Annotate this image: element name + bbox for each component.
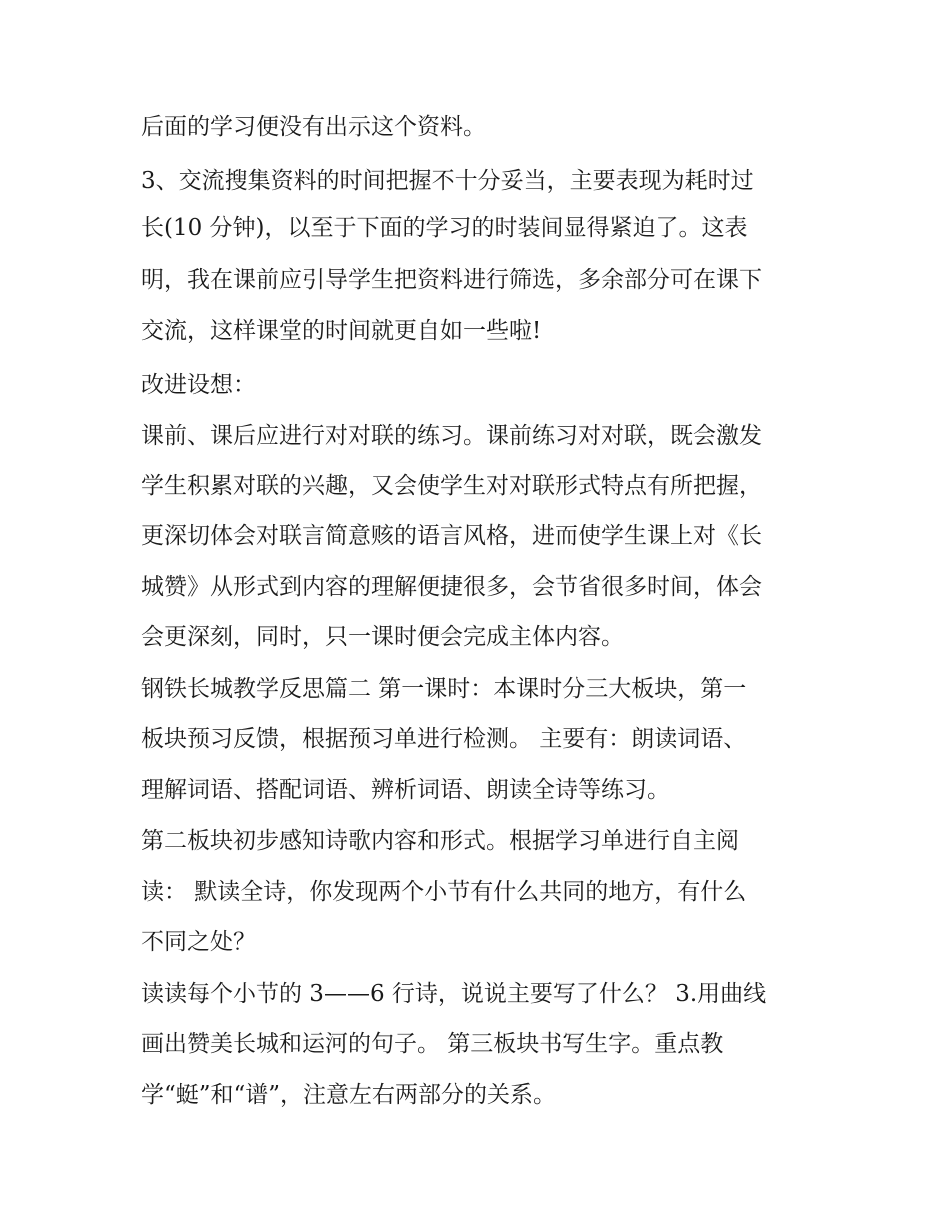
text-line-10: 城赞》从形式到内容的理解便捷很多，会节省很多时间，体会 xyxy=(141,574,762,600)
text-line-1: 后面的学习便没有出示这个资料。 xyxy=(141,114,486,140)
text-line-3: 长(10 分钟)，以至于下面的学习的时装间显得紧迫了。这表 xyxy=(141,215,748,241)
text-line-16: 读： 默读全诗，你发现两个小节有什么共同的地方，有什么 xyxy=(141,879,747,905)
text-line-5: 交流，这样课堂的时间就更自如一些啦! xyxy=(141,318,542,344)
text-line-18: 读读每个小节的 3——6 行诗，说说主要写了什么？ 3.用曲线 xyxy=(141,981,767,1007)
text-line-19: 画出赞美长城和运河的句子。 第三板块书写生字。重点教 xyxy=(141,1031,724,1057)
text-line-13: 板块预习反馈，根据预习单进行检测。 主要有：朗读词语、 xyxy=(141,726,747,752)
text-line-8: 学生积累对联的兴趣，又会使学生对对联形式特点有所把握， xyxy=(141,473,762,499)
text-line-4: 明，我在课前应引导学生把资料进行筛选，多余部分可在课下 xyxy=(141,267,762,293)
text-line-20: 学“蜓”和“谱”，注意左右两部分的关系。 xyxy=(141,1082,557,1108)
text-line-15: 第二板块初步感知诗歌内容和形式。根据学习单进行自主阅 xyxy=(141,828,739,854)
text-line-12: 钢铁长城教学反思篇二 第一课时：本课时分三大板块，第一 xyxy=(141,676,747,702)
text-line-6: 改进设想： xyxy=(141,372,256,398)
text-line-17: 不同之处？ xyxy=(141,929,256,955)
text-line-9: 更深切体会对联言简意赅的语言风格，进而使学生课上对《长 xyxy=(141,523,762,549)
text-line-7: 课前、课后应进行对对联的练习。课前练习对对联，既会激发 xyxy=(141,423,762,449)
text-line-2: 3、交流搜集资料的时间把握不十分妥当，主要表现为耗时过 xyxy=(141,168,754,194)
text-line-11: 会更深刻，同时，只一课时便会完成主体内容。 xyxy=(141,624,624,650)
text-line-14: 理解词语、搭配词语、辨析词语、朗读全诗等练习。 xyxy=(141,777,670,803)
